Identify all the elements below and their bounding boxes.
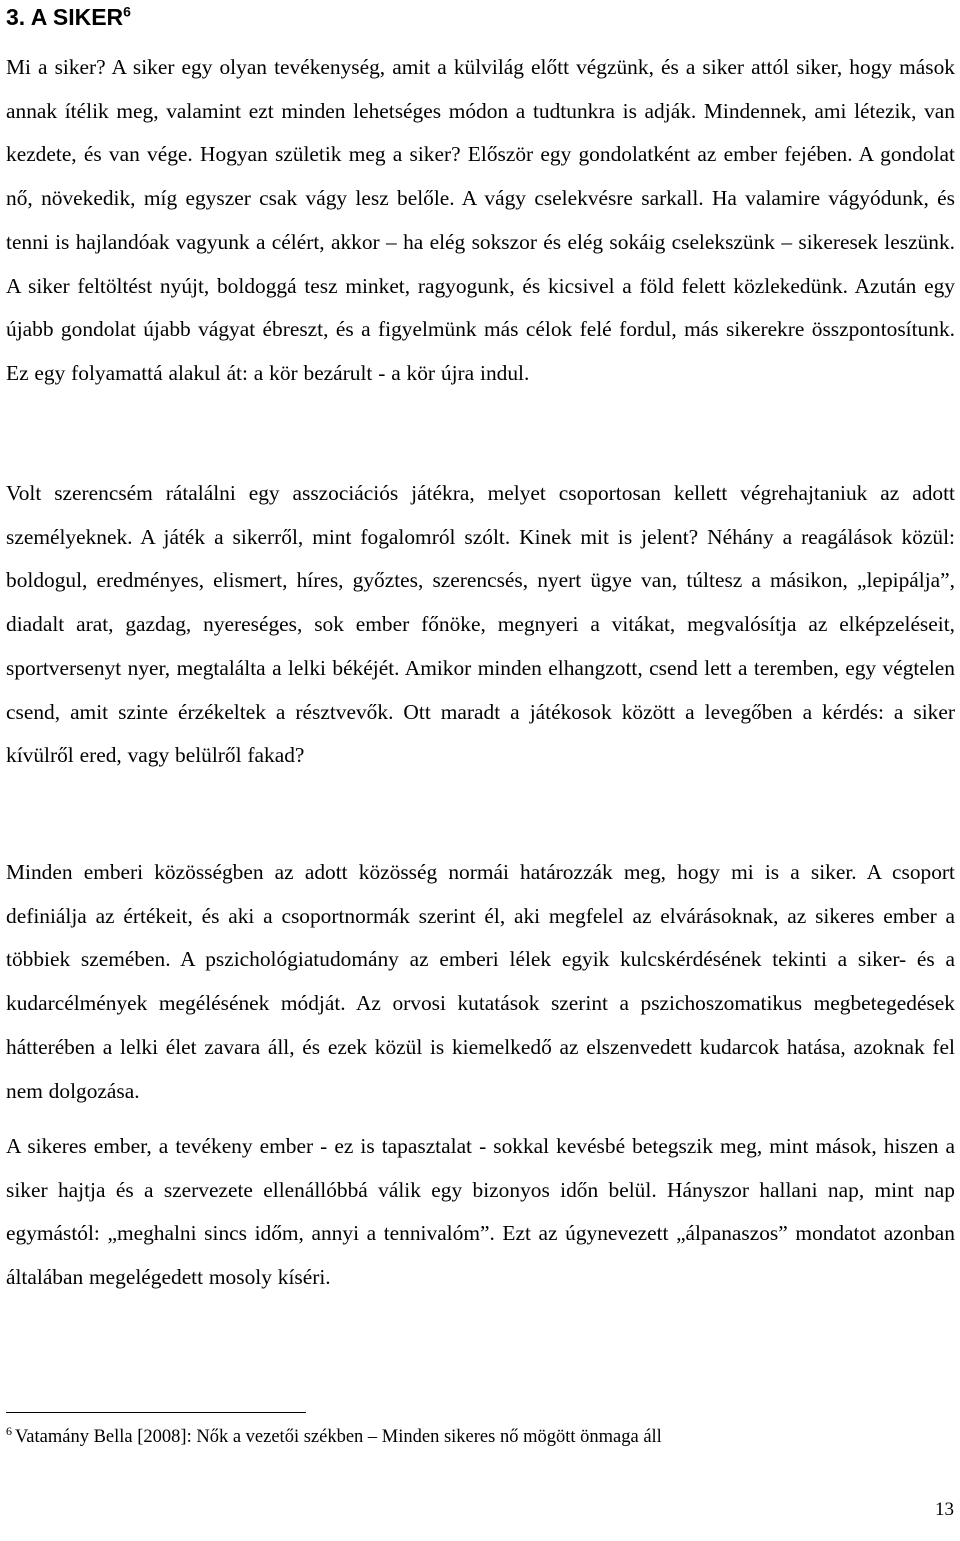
footnote-divider	[6, 1412, 306, 1413]
footnote-reference: 6	[123, 3, 131, 20]
footnote-number: 6	[6, 1423, 12, 1438]
section-heading-text: 3. A SIKER	[6, 4, 124, 30]
page-number: 13	[935, 1499, 954, 1520]
footnote	[6, 1422, 662, 1452]
paragraph-2: Volt szerencsém rátalálni egy asszociációs játékra, melyet csoportosan kellett végrehajtaniuk az adott személyeknek. A játék a sikerről, mint fogalomról szólt. Kinek mit is jelent? Néhány a reagálások közül: boldogul, eredményes, elismert, híres, győztes, szerencsés, nyert ügye van, túltesz a másikon, „lepipálja”, diadalt arat, gazdag, nyereséges, sok ember főnöke, megnyeri a vitákat, megvalósítja az elképzeléseit, sportversenyt nyer, megtalálta a lelki békéjét. Amikor minden elhangzott, csend lett a teremben, egy végtelen csend, amit szinte érzékeltek a résztvevők. Ott maradt a játékosok között a levegőben a kérdés: a siker kívülről ered, vagy belülről fakad?	[6, 481, 955, 768]
paragraph-4: A sikeres ember, a tevékeny ember - ez is tapasztalat - sokkal kevésbé betegszik meg, mint mások, hiszen a siker hajtja és a szervezete ellenállóbbá válik egy bizonyos időn belül. Hányszor hallani nap, mint nap egymástól: „meghalni sincs időm, annyi a tennivalóm”. Ezt az úgynevezett „álpanaszos” mondatot azonban általában megelégedett mosoly kíséri.	[6, 1134, 955, 1290]
footnote-text: Vatamány Bella [2008]: Nők a vezetői székben – Minden sikeres nő mögött önmaga áll	[15, 1427, 662, 1447]
paragraph-3: Minden emberi közösségben az adott közösség normái határozzák meg, hogy mi is a siker. A csoport definiálja az értékeit, és aki a csoportnormák szerint él, aki megfelel az elvárásoknak, az sikeres ember a többiek szemében. A pszichológiatudomány az emberi lélek egyik kulcskérdésének tekinti a siker- és a kudarcélmények megélésének módját. Az orvosi kutatások szerint a pszichoszomatikus megbetegedések hátterében a lelki élet zavara áll, és ezek közül is kiemelkedő az elszenvedett kudarcok hatása, azoknak fel nem dolgozása.	[6, 860, 955, 1103]
section-heading	[6, 2, 131, 32]
paragraph-1: Mi a siker? A siker egy olyan tevékenység, amit a külvilág előtt végzünk, és a siker attól siker, hogy mások annak ítélik meg, valamint ezt minden lehetséges módon a tudtunkra is adják. Mindennek, ami létezik, van kezdete, és van vége. Hogyan születik meg a siker? Először egy gondolatként az ember fejében. A gondolat nő, növekedik, míg egyszer csak vágy lesz belőle. A vágy cselekvésre sarkall. Ha valamire vágyódunk, és tenni is hajlandóak vagyunk a célért, akkor – ha elég sokszor és elég sokáig cselekszünk – sikeresek leszünk. A siker feltöltést nyújt, boldoggá tesz minket, ragyogunk, és kicsivel a föld felett közlekedünk. Azután egy újabb gondolat újabb vágyat ébreszt, és a figyelmünk más célok felé fordul, más sikerekre összpontosítunk. Ez egy folyamattá alakul át: a kör bezárult - a kör újra indul.	[6, 55, 955, 385]
